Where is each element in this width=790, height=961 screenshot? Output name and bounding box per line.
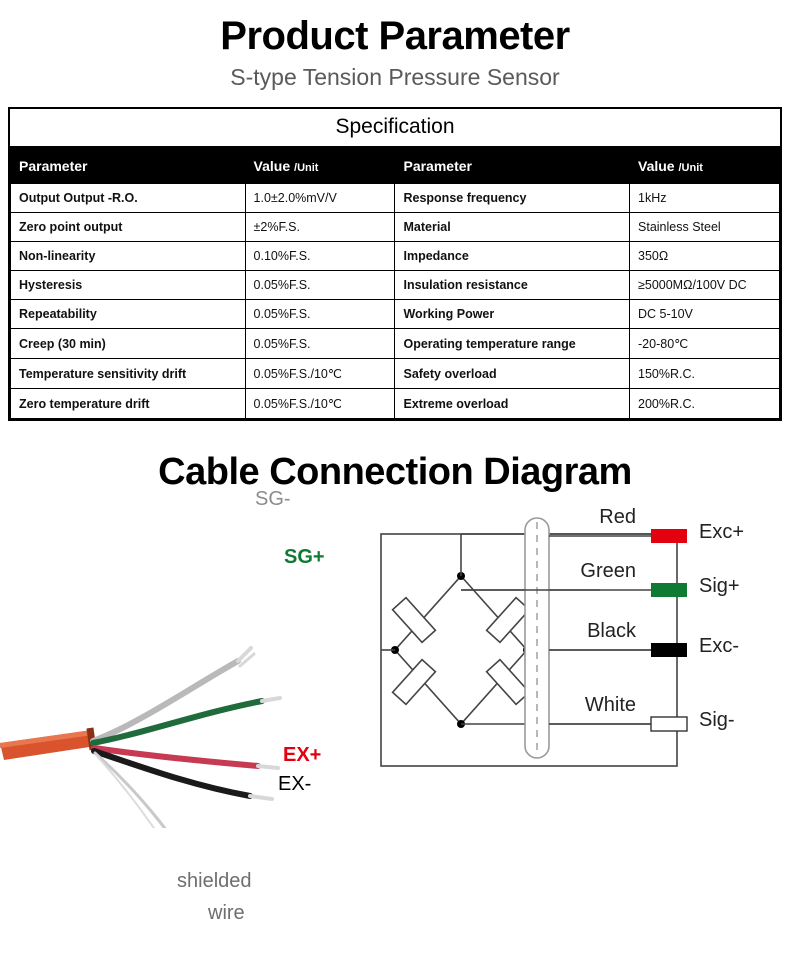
wire-label-shield-line2: wire <box>208 902 245 924</box>
wire-label-sg-minus: SG- <box>255 488 291 510</box>
specification-table <box>10 148 780 419</box>
cell-parameter: Non-linearity <box>11 242 246 271</box>
cable-section-title: Cable Connection Diagram <box>158 451 632 493</box>
bridge-terminal-label-exc-minus: Exc- <box>699 635 739 657</box>
cell-value: ±2%F.S. <box>245 213 395 242</box>
header-unit: /Unit <box>678 162 703 174</box>
wire-label-shield-line1: shielded <box>177 870 252 892</box>
wire-label-sg-plus: SG+ <box>284 546 325 568</box>
bridge-color-label-red: Red <box>599 506 636 528</box>
table-row <box>11 329 780 359</box>
bridge-terminal-label-sig-minus: Sig- <box>699 709 735 731</box>
bridge-color-label-white: White <box>584 694 636 716</box>
cell-parameter: Output Output -R.O. <box>11 184 246 213</box>
cell-parameter: Insulation resistance <box>395 271 630 300</box>
header-text: Parameter <box>403 158 472 174</box>
header-text: Value <box>253 158 291 174</box>
cell-value: 1.0±2.0%mV/V <box>245 184 395 213</box>
cell-parameter: Safety overload <box>395 359 630 389</box>
header-unit: /Unit <box>294 162 319 174</box>
cell-value: 0.10%F.S. <box>245 242 395 271</box>
bridge-color-label-green: Green <box>580 560 636 582</box>
column-header-parameter-right <box>395 149 630 184</box>
page-header <box>0 0 790 91</box>
page-title: Product Parameter <box>220 14 570 58</box>
table-row <box>11 242 780 271</box>
cell-value: ≥5000MΩ/100V DC <box>630 271 780 300</box>
cable-jacket-icon <box>0 728 96 760</box>
cell-parameter: Temperature sensitivity drift <box>11 359 246 389</box>
cell-value: 1kHz <box>630 184 780 213</box>
table-row <box>11 359 780 389</box>
color-swatch-red-icon <box>651 529 687 543</box>
bridge-terminal-label-exc-plus: Exc+ <box>699 521 745 543</box>
cell-value: 0.05%F.S. <box>245 300 395 329</box>
wire-label-ex-plus: EX+ <box>283 744 322 766</box>
cell-parameter: Zero point output <box>11 213 246 242</box>
cell-parameter: Impedance <box>395 242 630 271</box>
bridge-terminal-label-sig-plus: Sig+ <box>699 575 740 597</box>
cell-value: 0.05%F.S./10℃ <box>245 389 395 419</box>
sensor-body-icon <box>525 518 549 758</box>
table-row <box>11 213 780 242</box>
table-row <box>11 184 780 213</box>
wire-sg-minus-icon <box>93 648 254 741</box>
cell-value: Stainless Steel <box>630 213 780 242</box>
page-subtitle: S-type Tension Pressure Sensor <box>230 64 560 90</box>
table-row <box>11 300 780 329</box>
color-swatch-green-icon <box>651 583 687 597</box>
wire-label-ex-minus: EX- <box>278 773 312 795</box>
cell-parameter: Extreme overload <box>395 389 630 419</box>
diagram-graphics <box>0 498 790 828</box>
cable-connection-diagram <box>0 488 790 924</box>
table-header-row <box>11 149 780 184</box>
cell-value: DC 5-10V <box>630 300 780 329</box>
specification-panel <box>8 107 782 421</box>
wire-sg-plus-icon <box>93 698 280 743</box>
table-row <box>11 389 780 419</box>
cell-parameter: Material <box>395 213 630 242</box>
cell-value: 150%R.C. <box>630 359 780 389</box>
cell-value: 200%R.C. <box>630 389 780 419</box>
color-swatch-white-icon <box>651 717 687 731</box>
cell-parameter: Repeatability <box>11 300 246 329</box>
header-text: Parameter <box>19 158 88 174</box>
specification-caption: Specification <box>10 109 780 148</box>
color-swatch-black-icon <box>651 643 687 657</box>
wire-shield-icon <box>95 753 205 828</box>
column-header-value-left <box>245 149 395 184</box>
cell-parameter: Hysteresis <box>11 271 246 300</box>
cell-value: 0.05%F.S. <box>245 329 395 359</box>
cell-value: -20-80℃ <box>630 329 780 359</box>
column-header-value-right <box>630 149 780 184</box>
cell-parameter: Working Power <box>395 300 630 329</box>
cell-parameter: Zero temperature drift <box>11 389 246 419</box>
cell-parameter: Creep (30 min) <box>11 329 246 359</box>
cell-value: 350Ω <box>630 242 780 271</box>
bridge-color-label-black: Black <box>587 620 636 642</box>
cell-value: 0.05%F.S. <box>245 271 395 300</box>
table-row <box>11 271 780 300</box>
cell-parameter: Operating temperature range <box>395 329 630 359</box>
header-text: Value <box>638 158 675 174</box>
cell-value: 0.05%F.S./10℃ <box>245 359 395 389</box>
column-header-parameter-left <box>11 149 246 184</box>
cell-parameter: Response frequency <box>395 184 630 213</box>
